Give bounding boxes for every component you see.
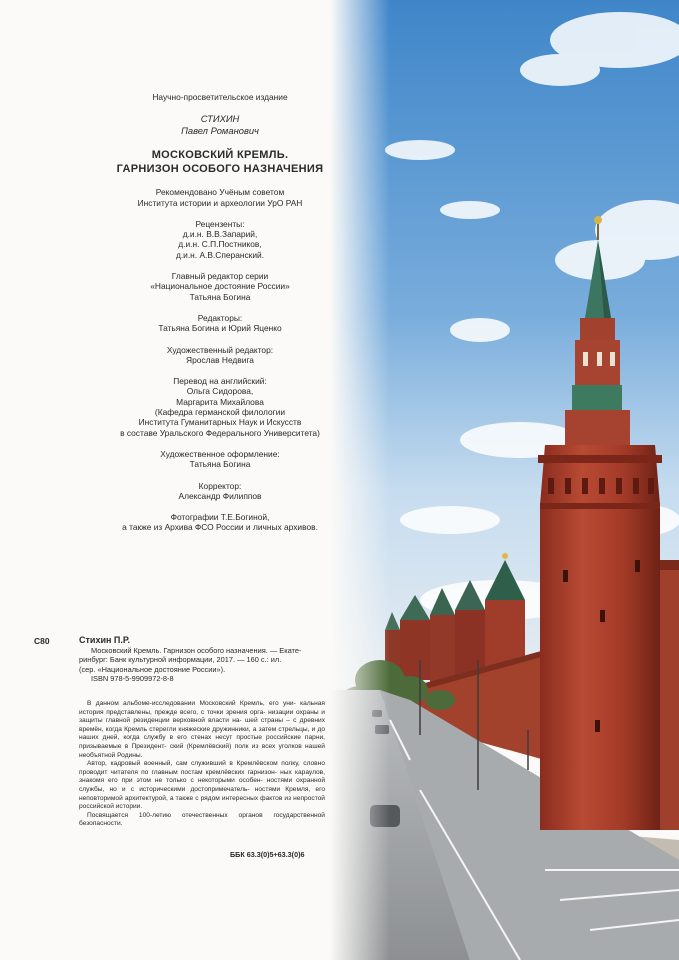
translator-line: Института Гуманитарных Наук и Искусств bbox=[138, 417, 302, 428]
series-name: «Национальное достояние России» bbox=[150, 281, 290, 292]
proofreader: Александр Филиппов bbox=[178, 490, 262, 501]
photos-line2: а также из Архива ФСО России и личных архивов. bbox=[122, 522, 318, 533]
reviewer: д.и.н. В.В.Запарий, bbox=[182, 229, 258, 240]
art-editor: Ярослав Недвига bbox=[186, 354, 254, 365]
author-name: Павел Романович bbox=[181, 125, 259, 137]
imprint-block bbox=[60, 92, 380, 544]
edition-type: Научно-просветительское издание bbox=[152, 92, 288, 102]
chief-editor-label: Главный редактор серии bbox=[171, 271, 269, 282]
annotation-text bbox=[79, 700, 325, 829]
annotation-paragraph: В данном альбоме-исследовании Московский Кремль, его уни- кальная история представлены, прежде всего, с точки зрения орга- низации охраны и защиты главной резиденции верховной власти на- шей страны – с древних времён, когда Кремль стерегли княжеские дружинники, а затем стрельцы, и до наших дней, когда службу в его стенах несут простые российские парни, призываемые в Президент- ский (Кремлёвский) полк из всех уголков нашей необъятной Родины. bbox=[79, 700, 325, 759]
recommended-line1: Рекомендовано Учёным советом bbox=[155, 187, 285, 198]
catalog-code: С80 bbox=[34, 636, 50, 646]
translator-line: Ольга Сидорова, bbox=[186, 386, 254, 397]
translator-line: (Кафедра германской филологии bbox=[154, 407, 286, 418]
isbn: ISBN 978-5-9909972-8-8 bbox=[91, 674, 174, 684]
chief-editor: Татьяна Богина bbox=[189, 291, 251, 302]
catalog-line: (сер. «Национальное достояние России»). bbox=[79, 664, 226, 674]
book-title-line2: ГАРНИЗОН ОСОБОГО НАЗНАЧЕНИЯ bbox=[116, 163, 324, 176]
bbk-code: ББК 63.3(0)5+63.3(0)6 bbox=[230, 850, 305, 859]
translator-line: в составе Уральского Федерального Университета) bbox=[120, 427, 320, 438]
author-surname: СТИХИН bbox=[200, 113, 240, 125]
reviewer: д.и.н. А.В.Сперанский. bbox=[175, 249, 265, 260]
editors: Татьяна Богина и Юрий Яценко bbox=[158, 323, 282, 334]
translation-label: Перевод на английский: bbox=[173, 376, 267, 387]
catalog-line: ринбург: Банк культурной информации, 2017. — 160 с.: ил. bbox=[79, 655, 282, 665]
design-label: Художественное оформление: bbox=[160, 448, 280, 459]
catalog-record bbox=[79, 634, 359, 684]
designer: Татьяна Богина bbox=[189, 459, 251, 470]
editors-label: Редакторы: bbox=[197, 312, 243, 323]
art-editor-label: Художественный редактор: bbox=[166, 344, 274, 355]
photos-line1: Фотографии Т.Е.Богиной, bbox=[170, 512, 270, 523]
annotation-paragraph: Посвящается 100-летию отечественных органов государственной безопасности. bbox=[79, 811, 325, 828]
annotation-paragraph: Автор, кадровый военный, сам служивший в Кремлёвском полку, словно проводит читателя по главным постам кремлёвских гарнизон- ных караулов, знакомя его при этом не только с некоторыми особен- ностями охранной службы, но и с историческими достопримечатель- ностями Кремля, его неповторимой архитектурой, а также с рядом интересных фактов из непростой российской истории. bbox=[79, 760, 325, 811]
catalog-line: Московский Кремль. Гарнизон особого назначения. — Екате- bbox=[91, 646, 302, 655]
reviewers-label: Рецензенты: bbox=[195, 218, 245, 229]
recommended-line2: Института истории и археологии УрО РАН bbox=[137, 197, 303, 208]
catalog-author: Стихин П.Р. bbox=[79, 635, 131, 645]
book-title-line1: МОСКОВСКИЙ КРЕМЛЬ. bbox=[151, 149, 289, 162]
reviewer: д.и.н. С.П.Постников, bbox=[178, 239, 262, 250]
translator-line: Маргарита Михайлова bbox=[176, 396, 264, 407]
proofreader-label: Корректор: bbox=[198, 480, 242, 491]
